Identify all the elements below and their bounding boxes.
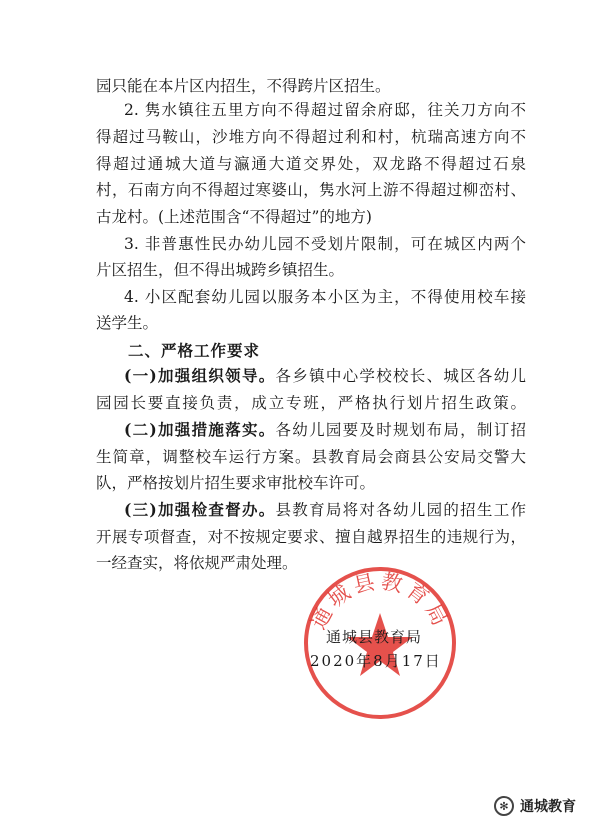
section-heading: 二、严格工作要求	[128, 341, 261, 360]
watermark	[494, 796, 576, 816]
item-line	[124, 420, 526, 440]
body-line: 村，石南方向不得超过寒婆山，隽水河上游不得超过柳峦村、	[96, 181, 526, 199]
body-line: 4. 小区配套幼儿园以服务本小区为主，不得使用校车接	[124, 288, 526, 306]
item-text: 各幼儿园要及时规划布局，制订招	[275, 421, 526, 439]
body-line: 送学生。	[96, 314, 159, 332]
item-line	[124, 366, 526, 386]
item-text: 各乡镇中心学校校长、城区各幼儿	[275, 367, 526, 385]
item-text: 县教育局将对各幼儿园的招生工作	[275, 501, 526, 519]
signature-org: 通城县教育局	[326, 628, 423, 646]
item-title: (二)加强措施落实。	[124, 420, 276, 439]
item-line: 生简章，调整校车运行方案。县教育局会商县公安局交警大	[96, 448, 526, 466]
body-line: 2. 隽水镇往五里方向不得超过留余府邸，往关刀方向不	[124, 101, 526, 119]
body-line: 园只能在本片区内招生，不得跨片区招生。	[96, 77, 391, 95]
item-line: 开展专项督查，对不按规定要求、擅自越界招生的违规行为，	[96, 528, 526, 546]
body-line: 得超过马鞍山，沙堆方向不得超过利和村，杭瑞高速方向不	[96, 128, 526, 146]
item-line: 一经查实，将依规严肃处理。	[96, 554, 298, 572]
body-line: 得超过通城大道与瀛通大道交界处，双龙路不得超过石泉	[96, 155, 526, 173]
seal-text: 通城县教育局	[306, 569, 454, 634]
item-title: (三)加强检查督办。	[124, 500, 276, 519]
item-line: 队，严格按划片招生要求审批校车许可。	[96, 474, 376, 492]
item-line	[124, 500, 526, 520]
wechat-icon: ✻	[494, 796, 514, 816]
item-line: 园园长要直接负责，成立专班，严格执行划片招生政策。	[96, 394, 526, 412]
item-title: (一)加强组织领导。	[124, 366, 276, 385]
signature-date: 2020年8月17日	[310, 652, 442, 670]
watermark-label: 通城教育	[520, 799, 576, 815]
body-line: 3. 非普惠性民办幼儿园不受划片限制，可在城区内两个	[124, 235, 526, 253]
body-line: 片区招生，但不得出城跨乡镇招生。	[96, 261, 345, 279]
body-line: 古龙村。(上述范围含“不得超过”的地方)	[96, 208, 372, 226]
